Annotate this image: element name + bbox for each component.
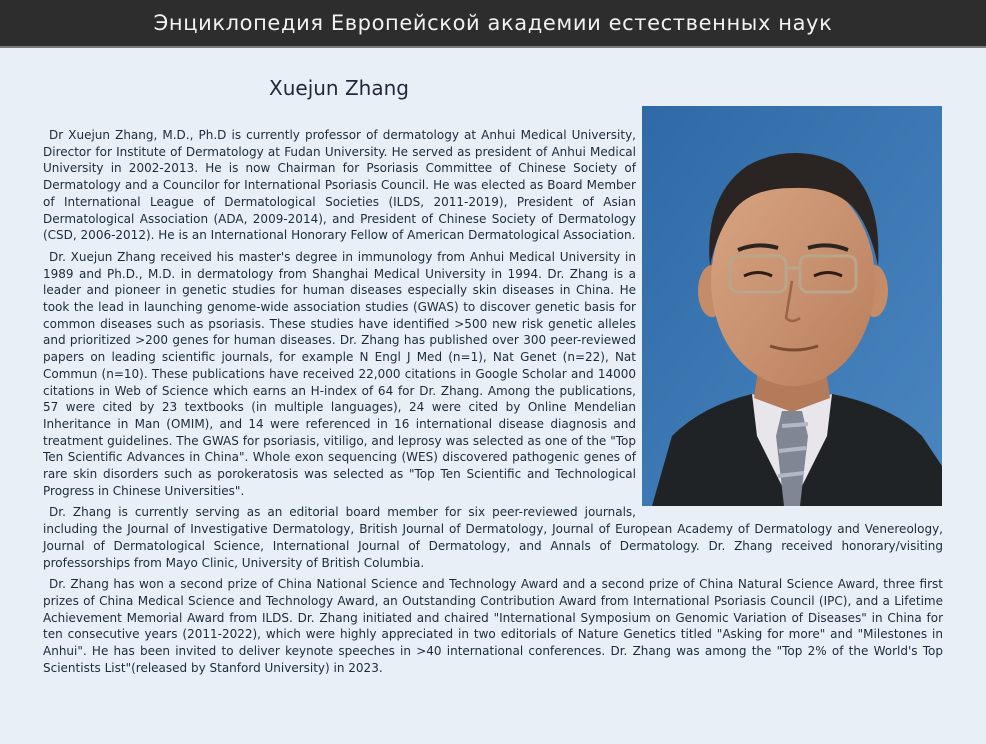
bio-paragraph-3: Dr. Zhang is currently serving as an editorial board member for six peer-reviewed journals, including the Journal of Investigative Dermatology, British Journal of Dermatology, Journal of European Academy of Dermatology and Venereology, Journal of Dermatological Science, International Journal of Dermatology, and Annals of Dermatology. Dr. Zhang received honorary/visiting professorships from Mayo Clinic, University of British Columbia. xyxy=(43,505,943,570)
bio-paragraph-4: Dr. Zhang has won a second prize of China National Science and Technology Award and a second prize of China Natural Science Award, three first prizes of China Medical Science and Technology Award, an Outstanding Contribution Award from International Psoriasis Council (IPC), and a Lifetime Achievement Memorial Award from ILDS. Dr. Zhang initiated and chaired "International Symposium on Genomic Variation of Diseases" in China for ten consecutive years (2011-2022), which were highly appreciated in two editorials of Nature Genetics titled "Asking for more" and "Milestones in Anhui". He has been invited to deliver keynote speeches in >40 international conferences. Dr. Zhang was among the "Top 2% of the World's Top Scientists List"(released by Stanford University) in 2023. xyxy=(43,577,943,675)
portrait-image xyxy=(642,106,942,506)
person-name: Xuejun Zhang xyxy=(269,76,409,100)
bio-paragraph-2: Dr. Xuejun Zhang received his master's degree in immunology from Anhui Medical University in 1989 and Ph.D., M.D. in dermatology from Shanghai Medical University in 1994. Dr. Zhang is a leader and pioneer in genetic studies for human diseases especially skin diseases in China. He took the lead in launching genome-wide association studies (GWAS) to discover genetic basis for common diseases such as psoriasis. These studies have identified >500 new risk genetic alleles and prioritized >200 genes for human diseases. Dr. Zhang has published over 300 peer-reviewed papers on leading scientific journals, for example N Engl J Med (n=1), Nat Genet (n=22), Nat Commun (n=10). These publications have received 22,000 citations in Google Scholar and 14000 citations in Web of Science which earns an H-index of 64 for Dr. Zhang. Among the publications, 57 were cited by 23 textbooks (in multiple languages), 24 were cited by Online Mendelian Inheritance in Man (OMIM), and 14 were referenced in 16 international disease diagnosis and treatment guidelines. The GWAS for psoriasis, vitiligo, and leprosy was selected as one of the "Top Ten Scientific Advances in China". Whole exon sequencing (WES) discovered pathogenic genes of rare skin disorders such as porokeratosis was selected as "Top Ten Scientific and Technological Progress in Chinese Universities". xyxy=(43,249,636,498)
portrait-photo xyxy=(642,106,942,506)
site-header xyxy=(0,0,986,48)
site-title: Энциклопедия Европейской академии естественных наук xyxy=(153,11,833,35)
bio-paragraph-1: Dr Xuejun Zhang, M.D., Ph.D is currently professor of dermatology at Anhui Medical University, Director for Institute of Dermatology at Fudan University. He served as president of Anhui Medical University in 2002-2013. He is now Chairman for Psoriasis Committee of Chinese Society of Dermatology and a Councilor for International Psoriasis Council. He was elected as Board Member of International League of Dermatological Societies (ILDS, 2011-2019), President of Asian Dermatological Association (ADA, 2009-2014), and President of Chinese Society of Dermatology (CSD, 2006-2012). He is an International Honorary Fellow of American Dermatological Association. xyxy=(43,128,636,243)
article xyxy=(0,76,986,677)
